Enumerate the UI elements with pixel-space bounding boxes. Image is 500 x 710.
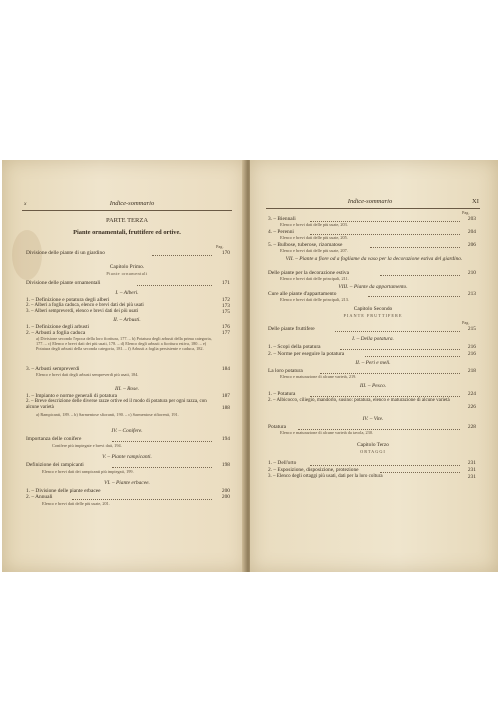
entry-page: 184: [221, 366, 230, 372]
page-number: x: [24, 201, 27, 207]
entry-label: 2. – Esposizione, disposizione, protezione: [268, 467, 359, 473]
entry-label: 2. – Annuali: [26, 494, 53, 500]
entry-page: 171: [221, 280, 230, 286]
entry-notes: Conifere più impiegate e brevi dati, 194.: [52, 443, 122, 448]
leader-dots: [137, 285, 212, 286]
entry-label: 1. – Dell'orto: [268, 460, 297, 466]
entry-page: 206: [467, 242, 476, 248]
entry-label: 2. – Alberi a foglia caduca, elenco e brevi dati dei più usati: [26, 303, 144, 308]
entry-page: 200: [221, 494, 230, 500]
chapter-subheading: Piante ornamentali: [106, 271, 148, 276]
entry-label: 1. – Potatura: [268, 391, 296, 397]
entry-label: 2. – Breve descrizione delle diverse razze ortive ed il modo di potatura per ogni razza, con alcune varietà: [26, 399, 207, 410]
entry-label: 4. – Perenni: [268, 229, 294, 235]
leader-dots: [335, 331, 460, 332]
section-title: IV. – Conifere.: [111, 428, 143, 434]
entry-label: 1. – Definizione e potatura degli alberi: [26, 297, 110, 303]
entry-page: 177: [221, 330, 230, 336]
entry-notes: Elenco e maturazione di alcune varietà da tavola, 230.: [280, 430, 374, 435]
left-page: [2, 160, 246, 572]
section-title: VII. – Piante a fiore od a fogliame da vaso per la decorazione estiva del giardino.: [285, 256, 463, 262]
entry-label: 1. – Definizione degli arbusti: [26, 324, 90, 330]
entry-page: 231: [467, 474, 476, 480]
entry-page: 175: [221, 309, 230, 315]
entry-page: 210: [467, 270, 476, 276]
entry-label: Divisione delle piante ornamentali: [26, 280, 101, 286]
entry-page: 203: [467, 216, 476, 222]
entry-page: 228: [467, 424, 476, 430]
entry-page: 187: [221, 393, 230, 399]
leader-dots: [380, 472, 460, 473]
chapter-heading: Capitolo Terzo: [356, 442, 389, 448]
entry-label: 3. – Elenco degli ortaggi più usati, dati per la loro coltura: [268, 474, 383, 479]
entry-label: Divisione delle piante di un giardino: [26, 250, 105, 256]
section-title: III. – Pesco.: [359, 383, 387, 389]
leader-dots: [380, 275, 460, 276]
entry-label: Cure alle piante d'appartamento: [268, 291, 337, 297]
entry-page: 231: [467, 460, 476, 466]
entry-page: 226: [467, 404, 476, 410]
header-rule: [266, 208, 480, 209]
entry-page: 176: [221, 324, 230, 330]
entry-notes: Elenco e brevi dati delle più usate, 203.: [280, 222, 348, 227]
entry-notes: Elenco e brevi dati delle principali, 211.: [280, 276, 349, 281]
chapter-heading: Capitolo Secondo: [353, 306, 393, 312]
leader-dots: [72, 499, 212, 500]
entry-label: 1. – Impianto e norme generali di potatura: [26, 393, 118, 399]
entry-page: 213: [467, 291, 476, 297]
header-rule: [22, 210, 232, 211]
entry-page: 198: [221, 462, 230, 468]
leader-dots: [340, 349, 460, 350]
entry-label: 2. – Albicocco, ciliegio, mandorlo, susino: potatura, elenco e maturazione di alcune varietà: [268, 398, 450, 403]
leader-dots: [370, 247, 460, 248]
entry-page: 188: [221, 405, 230, 411]
entry-label: 5. – Bulbose, tuberose, rizomatose: [268, 242, 343, 248]
pag-label: Pag.: [462, 320, 470, 325]
entry-page: 218: [467, 368, 476, 374]
entry-notes: Elenco e brevi dati delle principali, 213.: [280, 297, 349, 302]
entry-notes: Elenco e brevi dati delle più usate, 201.: [42, 501, 110, 506]
right-page: [250, 160, 498, 572]
section-title: IV. – Vite.: [362, 416, 384, 422]
part-subtitle: Piante ornamentali, fruttifere ed ortive.: [73, 229, 181, 236]
running-head: Indice-sommario: [109, 200, 155, 207]
entry-label: La loro potatura: [268, 368, 303, 374]
entry-page: 216: [467, 344, 476, 350]
entry-page: 215: [467, 326, 476, 332]
entry-page: 224: [467, 391, 476, 397]
chapter-subheading: PIANTE FRUTTIFERE: [343, 313, 403, 318]
leader-dots: [112, 467, 212, 468]
entry-notes: Elenco e maturazione di alcune varietà, 219.: [280, 374, 357, 379]
entry-label: Delle piante per la decorazione estiva: [268, 270, 349, 276]
leader-dots: [310, 465, 460, 466]
chapter-heading: Capitolo Primo.: [109, 264, 145, 270]
entry-label: 3. – Alberi sempreverdi, elenco e brevi dati dei più usati: [26, 309, 139, 314]
open-book: [2, 160, 498, 572]
section-title: VI. – Piante erbacee.: [104, 480, 150, 486]
entry-page: 200: [221, 488, 230, 494]
pag-label: Pag.: [462, 210, 470, 215]
section-title: I. – Della potatura.: [352, 336, 394, 342]
entry-page: 204: [467, 229, 476, 235]
section-title: V. – Piante rampicanti.: [102, 454, 152, 460]
section-title: II. – Peri e meli.: [355, 360, 391, 366]
entry-label: Potatura: [268, 424, 286, 430]
leader-dots: [152, 255, 212, 256]
entry-notes: a) Rampicanti, 189. – b) Sarmentose sfioranti, 190. – c) Sarmentose rifiorenti, 191.: [36, 412, 179, 417]
entry-label: 1. – Divisione delle piante erbacee: [26, 488, 101, 494]
page-number: XI: [472, 198, 479, 205]
entry-page: 172: [221, 297, 230, 303]
pag-label: Pag.: [216, 244, 224, 249]
entry-label: 3. – Arbusti sempreverdi: [26, 366, 80, 372]
entry-page: 194: [221, 436, 230, 442]
entry-label: 3. – Biennali: [268, 216, 296, 222]
section-title: VIII. – Piante da appartamento.: [338, 284, 408, 290]
leader-dots: [368, 296, 460, 297]
entry-label: Definizione dei rampicanti: [26, 462, 84, 468]
chapter-subheading: ORTAGGI: [360, 449, 386, 454]
section-title: II. – Arbusti.: [113, 317, 141, 323]
entry-notes: a) Divisione secondo l'epoca della loro fioritura, 177. – b) Potatura degli arbusti della prima categoria, 177. – c) Elenco e brevi dati dei più usati, 178. – d) Elenco degli arbusti a fioritura estiva, 180. – e) Potatura degli arbusti della seconda categoria, 181. – f) Arbusti a foglia persistente e caduca, 182.: [36, 336, 212, 351]
leader-dots: [365, 356, 460, 357]
entry-notes: Elenco e brevi dati delle più usate, 205.: [280, 235, 348, 240]
running-head: Indice-sommario: [347, 198, 393, 205]
entry-label: Importanza delle conifere: [26, 436, 82, 442]
entry-notes: Elenco e brevi dati delle più usate, 207.: [280, 248, 348, 253]
leader-dots: [310, 396, 460, 397]
entry-label: 1. – Scopi della potatura: [268, 344, 321, 350]
entry-label: Delle piante fruttifere: [268, 326, 315, 332]
entry-page: 173: [221, 303, 230, 309]
entry-page: 231: [467, 467, 476, 473]
entry-label: 2. – Arbusti a foglia caduca: [26, 330, 86, 336]
entry-page: 216: [467, 351, 476, 357]
entry-page: 170: [221, 250, 230, 256]
leader-dots: [112, 441, 212, 442]
entry-notes: Elenco e brevi dati dei rampicanti più impiegati, 199.: [42, 469, 134, 474]
part-title: PARTE TERZA: [105, 217, 149, 224]
section-title: I. – Alberi.: [115, 290, 139, 296]
section-title: III. – Rose.: [115, 386, 139, 392]
entry-label: 2. – Norme per eseguire la potatura: [268, 351, 345, 357]
entry-notes: Elenco e brevi dati degli arbusti sempreverdi più usati, 184.: [36, 372, 139, 377]
